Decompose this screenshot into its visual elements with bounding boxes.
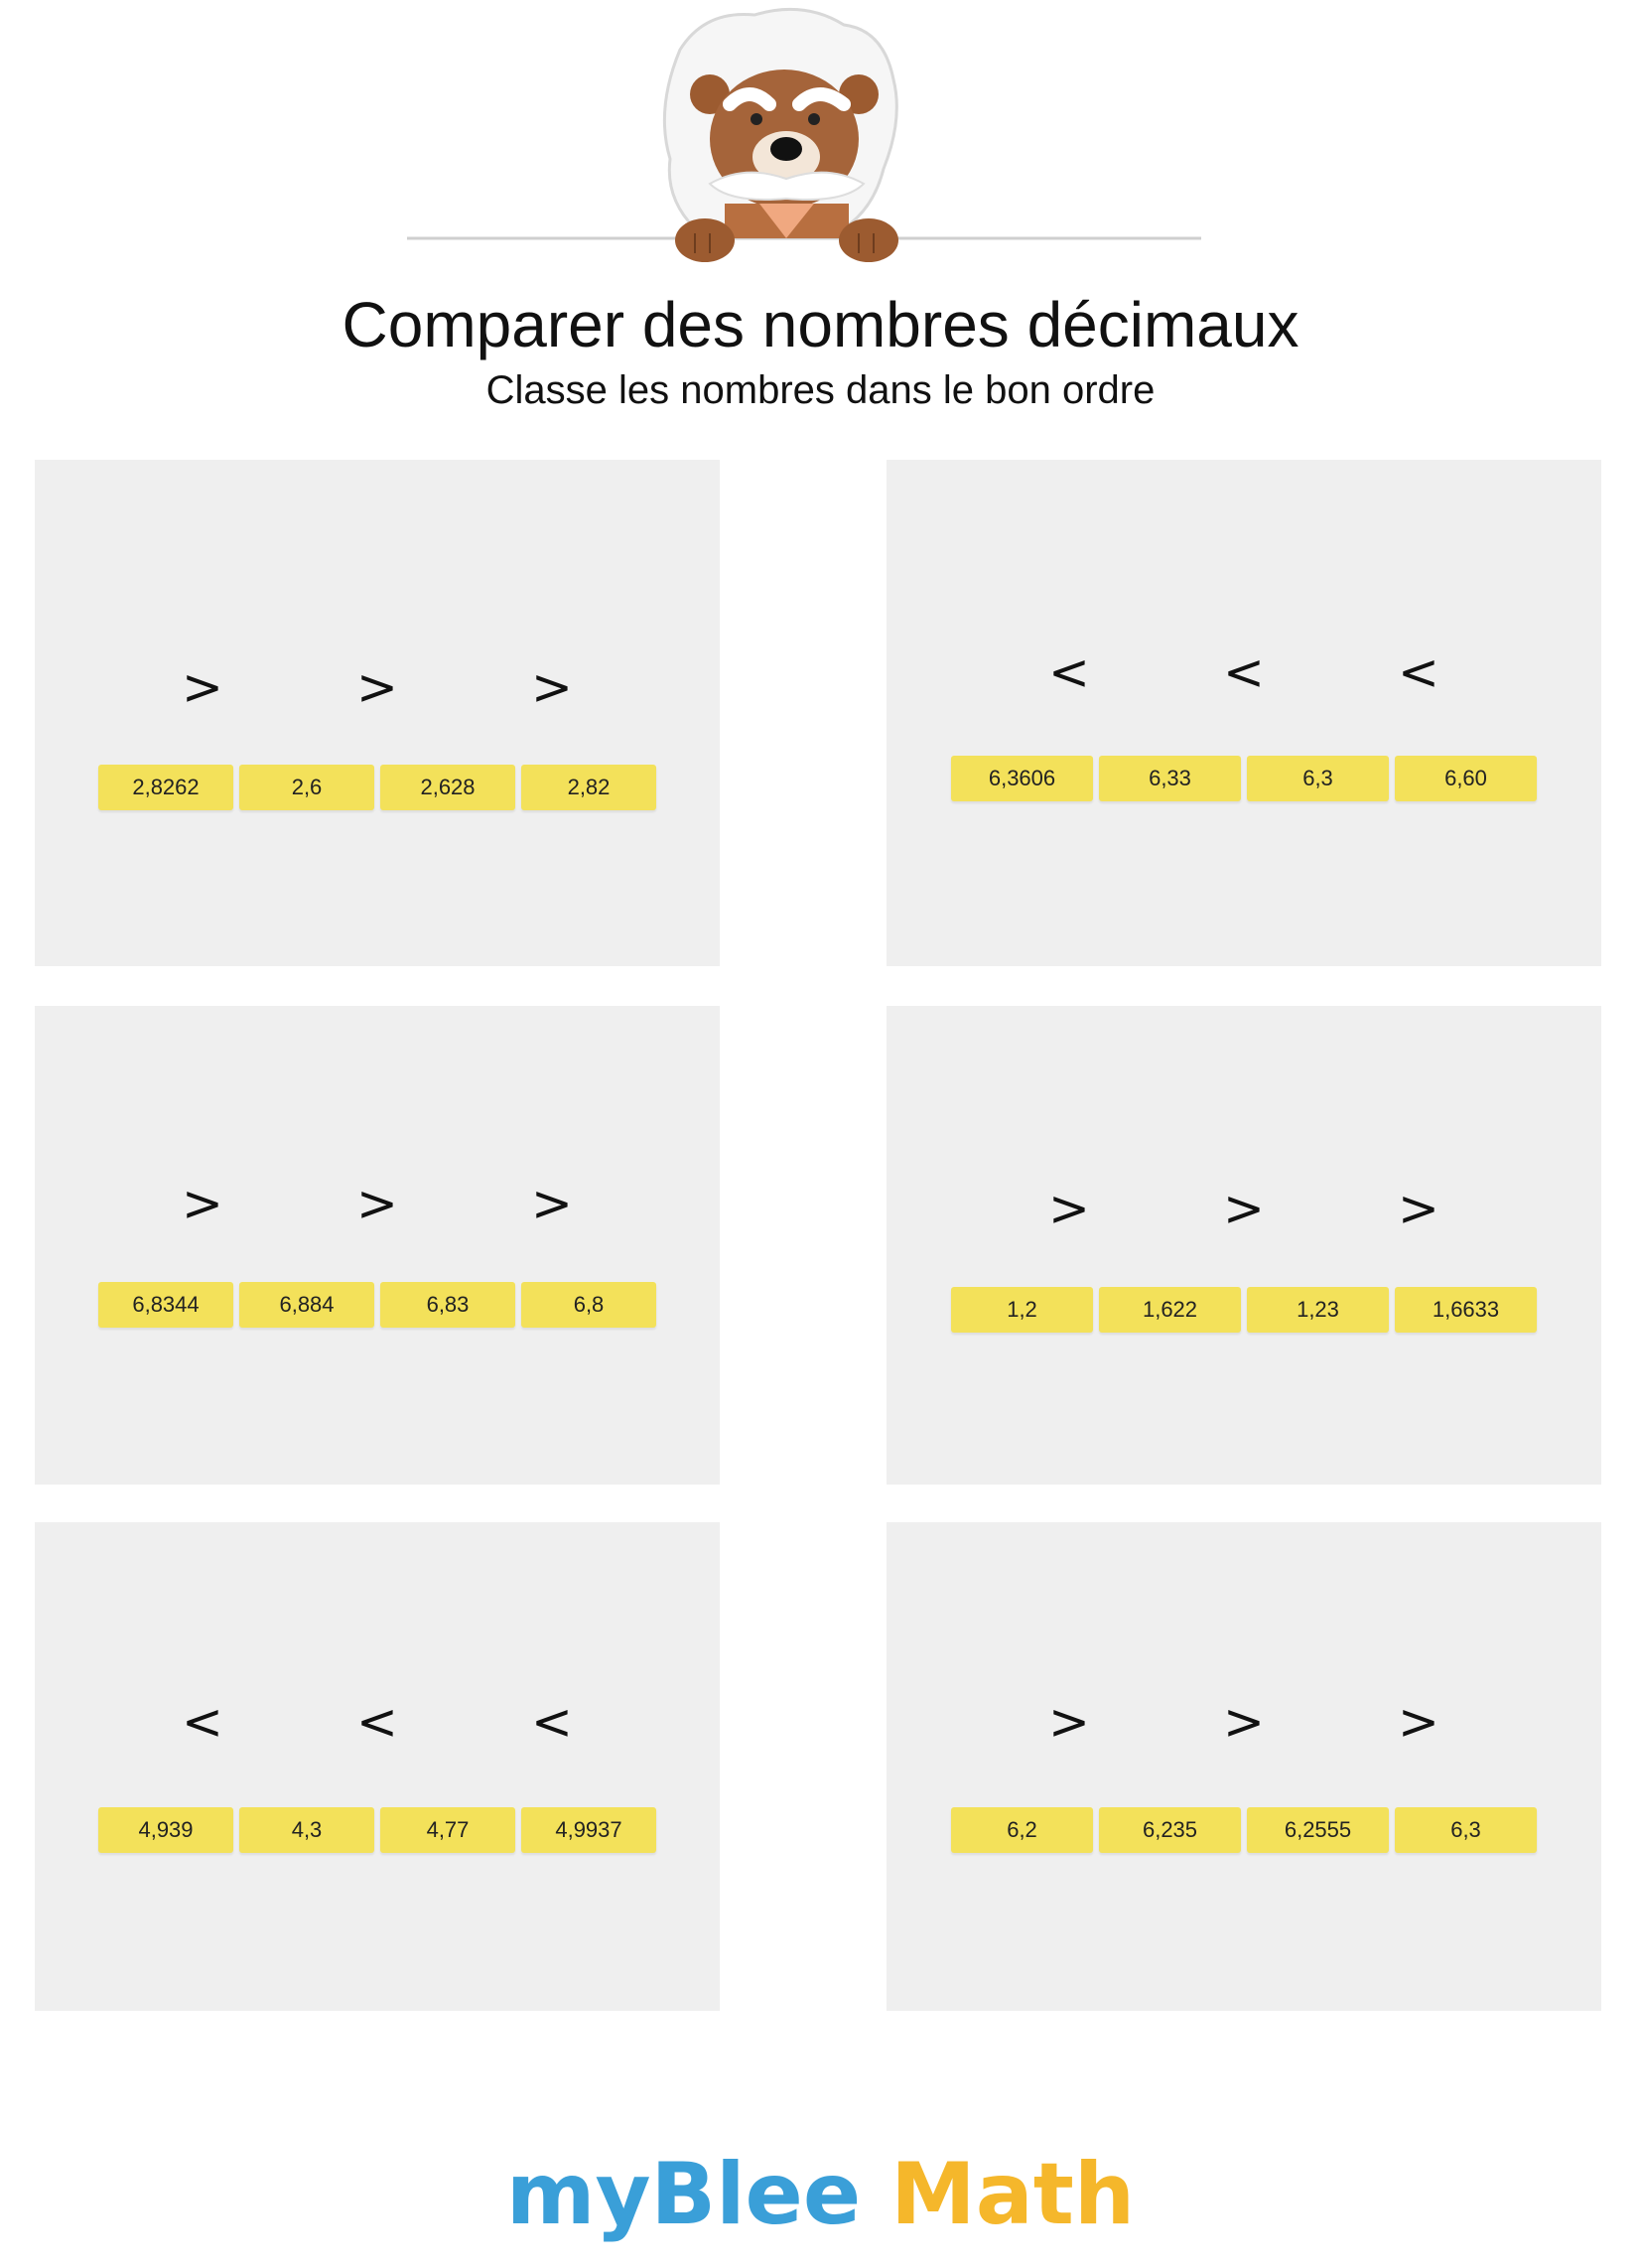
exercise-panel-5 <box>35 1522 720 2011</box>
comparison-sign: > <box>1048 1180 1090 1237</box>
number-card[interactable]: 1,622 <box>1099 1287 1241 1333</box>
number-card[interactable]: 6,33 <box>1099 756 1241 801</box>
comparison-sign: < <box>356 1693 398 1751</box>
number-card[interactable]: 1,23 <box>1247 1287 1389 1333</box>
number-card[interactable]: 4,3 <box>239 1807 374 1853</box>
number-card[interactable]: 1,6633 <box>1395 1287 1537 1333</box>
comparison-sign: > <box>1398 1693 1439 1751</box>
number-card[interactable]: 6,235 <box>1099 1807 1241 1853</box>
number-card[interactable]: 6,2 <box>951 1807 1093 1853</box>
comparison-sign: > <box>1048 1693 1090 1751</box>
number-card[interactable]: 6,8344 <box>98 1282 233 1328</box>
number-card[interactable]: 1,2 <box>951 1287 1093 1333</box>
myblee-math-logo <box>0 2145 1641 2244</box>
comparison-sign: < <box>531 1693 573 1751</box>
number-card[interactable]: 4,939 <box>98 1807 233 1853</box>
number-card[interactable]: 6,3 <box>1247 756 1389 801</box>
number-card[interactable]: 4,77 <box>380 1807 515 1853</box>
comparison-sign: > <box>182 1175 223 1232</box>
comparison-sign: > <box>531 658 573 716</box>
exercise-panel-2 <box>887 460 1601 966</box>
comparison-sign: > <box>356 1175 398 1232</box>
page-title: Comparer des nombres décimaux <box>342 289 1299 360</box>
comparison-sign: < <box>1048 643 1090 701</box>
number-card[interactable]: 2,628 <box>380 765 515 810</box>
number-card[interactable]: 6,83 <box>380 1282 515 1328</box>
comparison-sign: > <box>1223 1180 1265 1237</box>
exercise-panel-3 <box>35 1006 720 1485</box>
number-card[interactable]: 6,884 <box>239 1282 374 1328</box>
number-card[interactable]: 6,3 <box>1395 1807 1537 1853</box>
exercise-panel-6 <box>887 1522 1601 2011</box>
number-card[interactable]: 2,82 <box>521 765 656 810</box>
comparison-sign: > <box>356 658 398 716</box>
exercise-panel-1 <box>35 460 720 966</box>
number-card[interactable]: 2,6 <box>239 765 374 810</box>
number-card[interactable]: 4,9937 <box>521 1807 656 1853</box>
number-card[interactable]: 6,2555 <box>1247 1807 1389 1853</box>
comparison-sign: < <box>1223 643 1265 701</box>
logo-text-myblee: myBlee <box>505 2145 862 2244</box>
number-card[interactable]: 6,3606 <box>951 756 1093 801</box>
logo-text-math: Math <box>890 2145 1136 2244</box>
number-card[interactable]: 2,8262 <box>98 765 233 810</box>
comparison-sign: > <box>182 658 223 716</box>
bear-mascot-illustration <box>407 0 1241 273</box>
exercise-panel-4 <box>887 1006 1601 1485</box>
comparison-sign: > <box>1398 1180 1439 1237</box>
comparison-sign: > <box>531 1175 573 1232</box>
page-subtitle: Classe les nombres dans le bon ordre <box>485 368 1156 412</box>
comparison-sign: < <box>182 1693 223 1751</box>
number-card[interactable]: 6,8 <box>521 1282 656 1328</box>
comparison-sign: < <box>1398 643 1439 701</box>
comparison-sign: > <box>1223 1693 1265 1751</box>
number-card[interactable]: 6,60 <box>1395 756 1537 801</box>
